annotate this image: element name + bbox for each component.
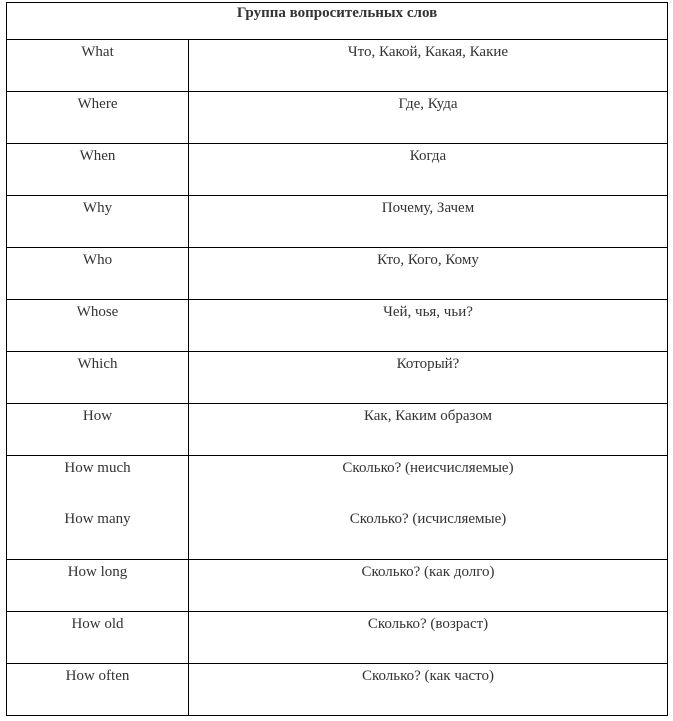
english-word: Where [77, 96, 118, 112]
russian-translation: Кто, Кого, Кому [377, 252, 479, 268]
english-word-cell [7, 248, 189, 299]
english-word: How long [67, 564, 128, 580]
english-word-cell [7, 560, 189, 611]
english-word-cell [7, 664, 189, 715]
english-word: What [81, 44, 114, 60]
russian-translation: Сколько? (как долго) [361, 564, 495, 580]
english-word: Which [77, 356, 118, 372]
russian-translation-cell [189, 560, 667, 611]
english-word-cell [7, 404, 189, 455]
english-word: How [82, 408, 113, 424]
russian-translation: Который? [396, 356, 460, 372]
russian-translation-cell [189, 300, 667, 351]
russian-translation-cell [189, 248, 667, 299]
table-row [7, 300, 667, 352]
table-title: Группа вопросительных слов [7, 3, 667, 40]
russian-translation-cell [189, 144, 667, 195]
english-word: How old [71, 616, 124, 632]
question-words-table [6, 2, 668, 716]
english-word-cell [7, 196, 189, 247]
english-word: Who [82, 252, 113, 268]
russian-translation: Что, Какой, Какая, Какие [347, 44, 509, 60]
russian-translation: Сколько? (возраст) [367, 616, 489, 632]
russian-translation: Как, Каким образом [363, 408, 493, 424]
table-row [7, 404, 667, 456]
english-word-cell [7, 300, 189, 351]
english-word-cell [7, 92, 189, 143]
english-word-cell [7, 40, 189, 91]
table-row [7, 560, 667, 612]
english-word-cell [7, 144, 189, 195]
english-word: How often [65, 668, 130, 684]
russian-translation: Чей, чья, чьи? [383, 304, 473, 320]
russian-translation-cell [189, 456, 667, 559]
russian-translation-cell [189, 664, 667, 715]
russian-translation: Сколько? (исчисляемые) [349, 511, 507, 527]
english-word: How many [64, 511, 131, 527]
table-row [7, 40, 667, 92]
table-row [7, 248, 667, 300]
table-row [7, 92, 667, 144]
english-word: How much [64, 460, 131, 476]
russian-translation-cell [189, 196, 667, 247]
russian-translation-cell [189, 612, 667, 663]
russian-translation-cell [189, 352, 667, 403]
english-word: Whose [76, 304, 119, 320]
russian-translation-cell [189, 92, 667, 143]
table-row [7, 456, 667, 560]
russian-translation: Сколько? (неисчисляемые) [342, 460, 514, 476]
table-row [7, 612, 667, 664]
table-row [7, 144, 667, 196]
russian-translation: Почему, Зачем [381, 200, 475, 216]
english-word-cell [7, 612, 189, 663]
english-word-cell [7, 456, 189, 559]
table-row [7, 196, 667, 248]
russian-translation: Сколько? (как часто) [361, 668, 495, 684]
russian-translation-cell [189, 40, 667, 91]
table-row [7, 664, 667, 715]
english-word-cell [7, 352, 189, 403]
russian-translation-cell [189, 404, 667, 455]
english-word: Why [82, 200, 113, 216]
russian-translation: Когда [409, 148, 447, 164]
russian-translation: Где, Куда [398, 96, 458, 112]
table-row [7, 352, 667, 404]
english-word: When [79, 148, 116, 164]
